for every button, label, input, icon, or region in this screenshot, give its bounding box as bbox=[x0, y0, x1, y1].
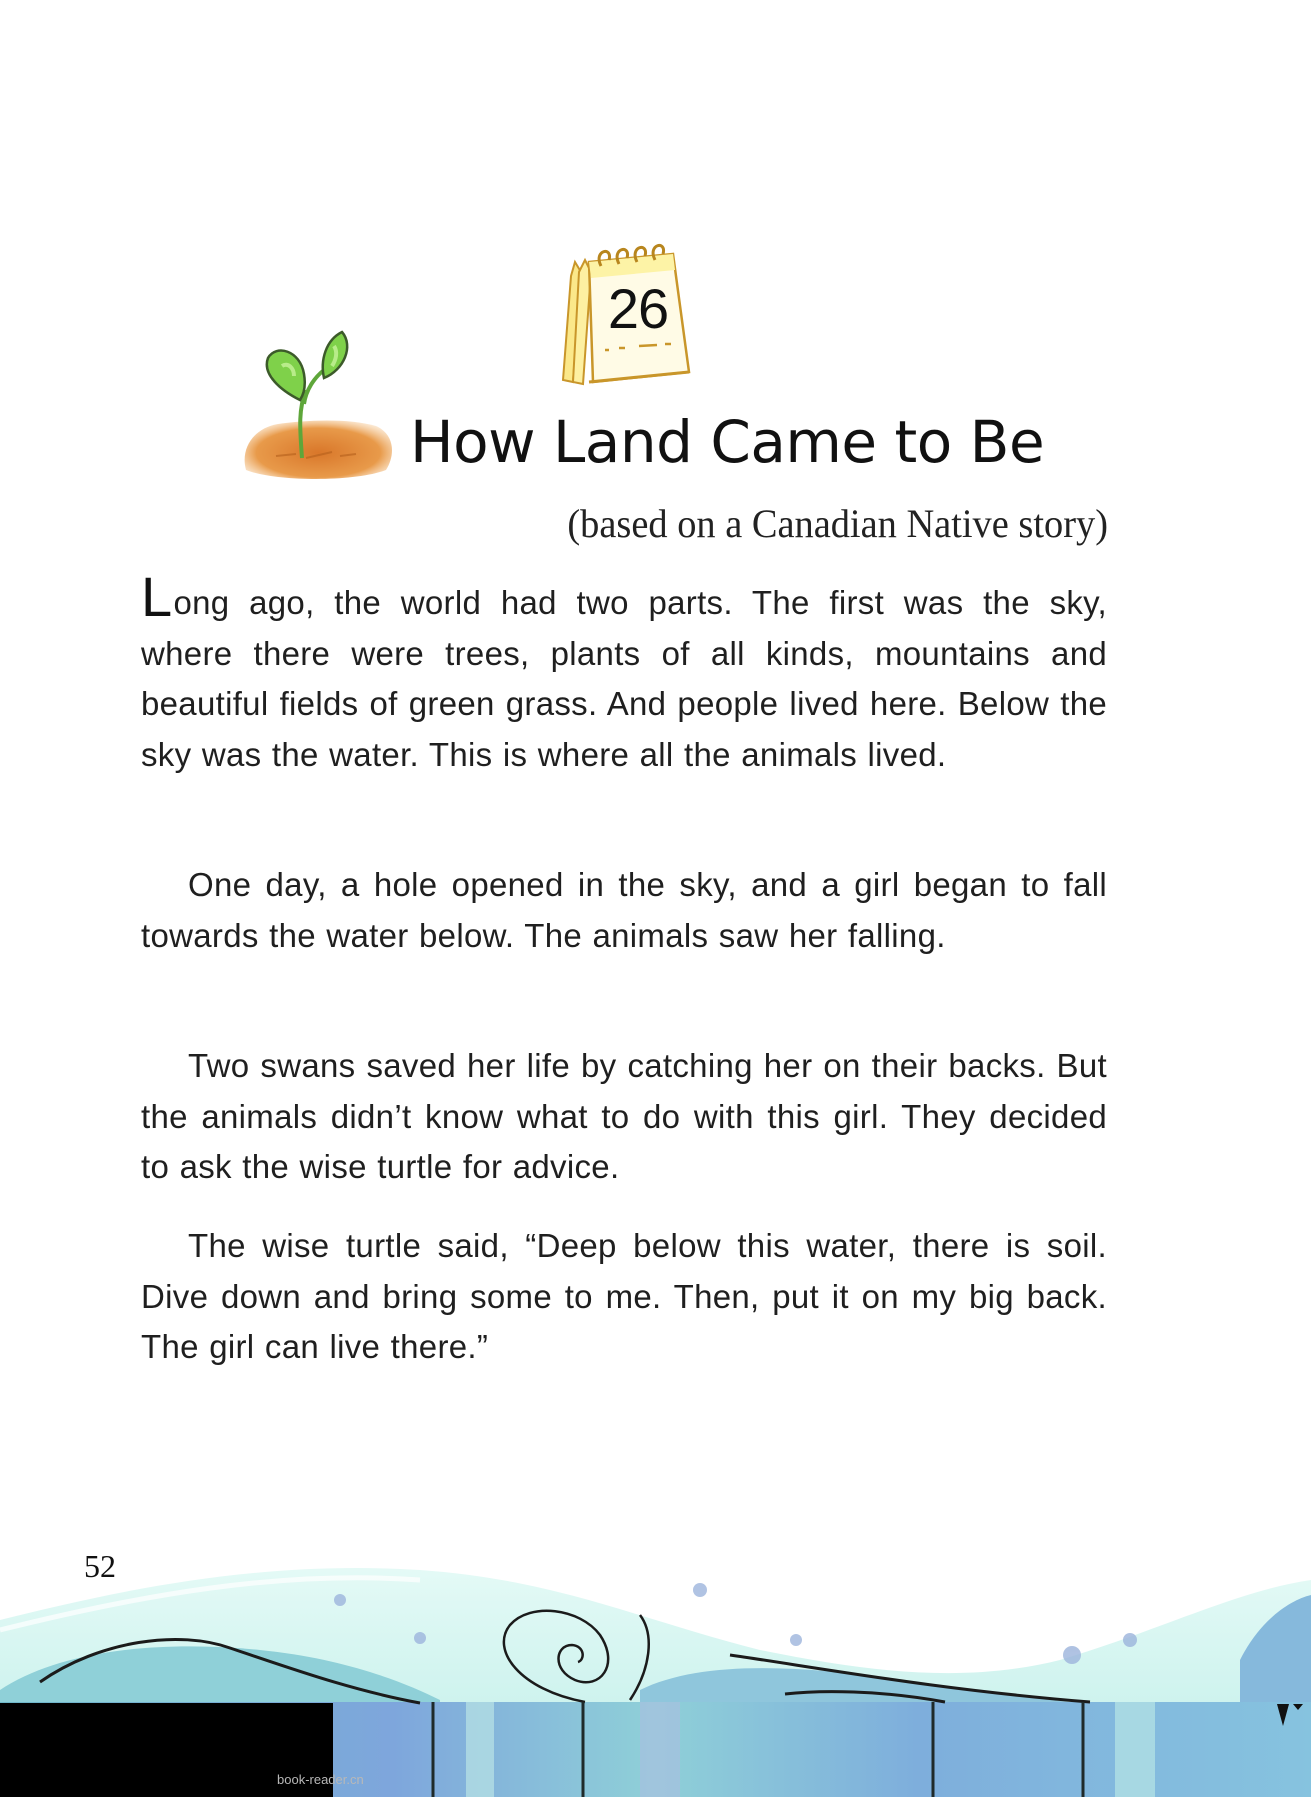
paragraph-text: ong ago, the world had two parts. The first was the sky, where there were trees, plants of all kinds, mountains and beautiful fields of green grass. And people lived here. Below the sky was the water. This is where all the animals lived. bbox=[141, 584, 1107, 773]
story-paragraph-4: The wise turtle said, “Deep below this water, there is soil. Dive down and bring some to me. Then, put it on my big back. The girl can live there.” bbox=[141, 1227, 1107, 1365]
story-subtitle: (based on a Canadian Native story) bbox=[567, 501, 1108, 546]
calendar-icon bbox=[553, 232, 693, 388]
page-number: 52 bbox=[84, 1548, 116, 1584]
story-paragraph-1 bbox=[141, 565, 1107, 780]
story-title: How Land Came to Be bbox=[410, 408, 1045, 476]
corner-triangle-icon bbox=[1275, 1700, 1305, 1730]
watermark-text: book-reader.cn bbox=[277, 1772, 364, 1787]
story-paragraph-3: Two swans saved her life by catching her on their backs. But the animals didn’t know what to do with this girl. They decided to ask the wise turtle for advice. bbox=[141, 1047, 1107, 1185]
drop-cap: L bbox=[141, 565, 173, 628]
chapter-number: 26 bbox=[607, 277, 669, 340]
story-paragraph-2: One day, a hole opened in the sky, and a girl began to fall towards the water below. The animals saw her falling. bbox=[141, 866, 1107, 954]
sprout-icon bbox=[236, 330, 396, 482]
